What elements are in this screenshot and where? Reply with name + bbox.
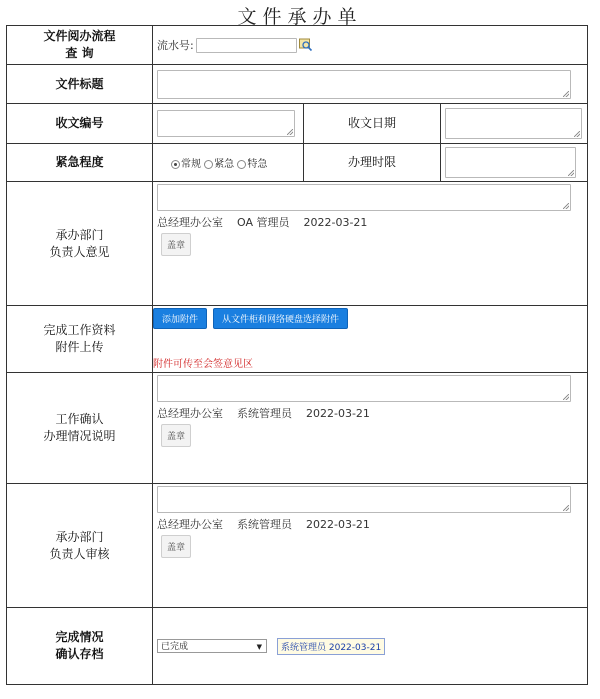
deadline-input[interactable] [445, 147, 576, 178]
work-confirm-input[interactable] [157, 375, 571, 402]
urgency-option-critical[interactable]: 特急 [237, 159, 267, 170]
urgency-label: 紧急程度 [7, 144, 153, 182]
row-dept-opinion [7, 182, 588, 306]
dept-review-signature: 总经理办公室 系统管理员 2022-03-21 [157, 518, 370, 531]
row-work-confirm [7, 373, 588, 484]
deadline-label: 办理时限 [304, 144, 441, 182]
doc-title-cell [153, 65, 588, 104]
form-table [6, 25, 588, 685]
doc-title-label: 文件标题 [7, 65, 153, 104]
receipt-date-cell [441, 104, 588, 144]
row-receipt [7, 104, 588, 144]
serial-input[interactable] [196, 38, 297, 53]
receipt-date-input[interactable] [445, 108, 582, 139]
dept-review-input[interactable] [157, 486, 571, 513]
add-attachment-button[interactable]: 添加附件 [153, 308, 207, 329]
work-confirm-signature: 总经理办公室 系统管理员 2022-03-21 [157, 407, 370, 420]
work-confirm-label: 工作确认 办理情况说明 [7, 373, 153, 484]
dept-opinion-input[interactable] [157, 184, 571, 211]
row-attachments [7, 306, 588, 373]
receipt-number-cell [153, 104, 304, 144]
query-label-line1: 文件阅办流程 [43, 29, 116, 43]
query-cell [153, 26, 588, 65]
signer-badge: 系统管理员 2022-03-21 [277, 638, 385, 655]
search-icon[interactable] [299, 38, 313, 52]
archive-cell [153, 608, 588, 685]
work-confirm-cell [153, 373, 588, 484]
attachments-label: 完成工作资料 附件上传 [7, 306, 153, 373]
stamp-button[interactable]: 盖章 [161, 424, 191, 447]
dept-opinion-label: 承办部门 负责人意见 [7, 182, 153, 306]
page-title: 文件承办单 [237, 6, 363, 28]
urgency-cell [153, 144, 304, 182]
attachments-cell [153, 306, 588, 373]
stamp-button[interactable]: 盖章 [161, 535, 191, 558]
row-archive [7, 608, 588, 685]
query-label [7, 26, 153, 65]
attachment-note: 附件可传至会签意见区 [153, 359, 253, 370]
archive-label: 完成情况 确认存档 [7, 608, 153, 685]
receipt-number-input[interactable] [157, 110, 295, 137]
urgency-option-urgent[interactable]: 紧急 [204, 159, 234, 170]
stamp-button[interactable]: 盖章 [161, 233, 191, 256]
deadline-cell [441, 144, 588, 182]
urgency-option-normal[interactable]: 常规 [171, 159, 201, 170]
doc-title-input[interactable] [157, 70, 571, 99]
query-label-line2: 查 询 [65, 46, 94, 60]
dept-opinion-signature: 总经理办公室 OA 管理员 2022-03-21 [157, 216, 368, 229]
select-attachment-button[interactable]: 从文件柜和网络硬盘选择附件 [213, 308, 348, 329]
radio-urgent[interactable] [204, 160, 213, 169]
dept-review-label: 承办部门 负责人审核 [7, 484, 153, 608]
dept-review-cell [153, 484, 588, 608]
row-query [7, 26, 588, 65]
status-select[interactable]: 已完成 ▼ [157, 639, 267, 653]
radio-normal[interactable] [171, 160, 180, 169]
row-doc-title [7, 65, 588, 104]
dept-opinion-cell [153, 182, 588, 306]
chevron-down-icon: ▼ [256, 643, 262, 651]
radio-critical[interactable] [237, 160, 246, 169]
receipt-number-label: 收文编号 [7, 104, 153, 144]
serial-label: 流水号: [157, 39, 194, 52]
receipt-date-label: 收文日期 [304, 104, 441, 144]
row-urgency [7, 144, 588, 182]
row-dept-review [7, 484, 588, 608]
